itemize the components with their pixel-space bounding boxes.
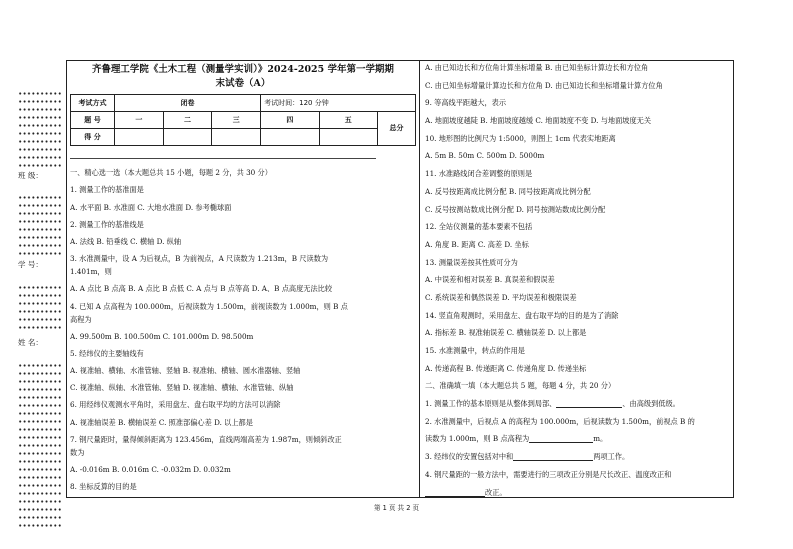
question-8: 8. 坐标反算的目的是 bbox=[70, 482, 137, 492]
question-15-options: A. 传递高程 B. 传递距离 C. 传递角度 D. 传递坐标 bbox=[425, 363, 587, 373]
question-9-options: A. 地面坡度越陡 B. 地面坡度越缓 C. 地面坡度不变 D. 与地面坡度无关 bbox=[425, 116, 652, 126]
fill-1-text-a: 1. 测量工作的基本原则是从整体到局部、 bbox=[425, 399, 557, 409]
score-cell-5[interactable] bbox=[319, 129, 377, 146]
question-5-options-1: A. 视准轴、横轴、水准管轴、竖轴 B. 视准轴、横轴、圆水准器轴、竖轴 bbox=[70, 366, 301, 376]
question-10-options: A. 5m B. 50m C. 500m D. 5000m bbox=[425, 151, 545, 161]
score-label: 得 分 bbox=[71, 129, 115, 146]
column-3: 三 bbox=[212, 112, 261, 129]
fill-4-blank[interactable] bbox=[425, 488, 485, 497]
question-13-options-1: A. 中误差和相对误差 B. 真误差和假误差 bbox=[425, 275, 555, 285]
fill-4-line-1: 4. 钢尺量距的一般方法中，需要进行的三项改正分别是尺长改正、温度改正和 bbox=[425, 469, 672, 479]
fill-2-line-2 bbox=[425, 434, 730, 443]
question-12-options: A. 角度 B. 距离 C. 高差 D. 坐标 bbox=[425, 239, 529, 249]
title-line-2: 末试卷（A） bbox=[215, 78, 271, 90]
question-13-options-2: C. 系统误差和偶然误差 D. 平均误差和极限误差 bbox=[425, 292, 577, 302]
question-3-options: A. A 点比 B 点高 B. A 点比 B 点低 C. A 点与 B 点等高 D. A、B 点高度无法比较 bbox=[70, 284, 333, 294]
score-table bbox=[70, 94, 416, 146]
class-label: 班 级： bbox=[18, 171, 43, 180]
question-15: 15. 水准测量中，转点的作用是 bbox=[425, 346, 525, 355]
question-4-line-2: 高程为 bbox=[70, 314, 92, 324]
question-6: 6. 用经纬仪观测水平角时，采用盘左、盘右取平均的方法可以消除 bbox=[70, 400, 281, 410]
fill-1-blank[interactable] bbox=[556, 399, 622, 408]
score-cell-2[interactable] bbox=[163, 129, 212, 146]
question-1-options: A. 水平面 B. 水准面 C. 大地水准面 D. 参考椭球面 bbox=[70, 202, 232, 212]
question-1: 1. 测量工作的基准面是 bbox=[70, 185, 144, 195]
question-14-options: A. 指标差 B. 视准轴误差 C. 横轴误差 D. 以上都是 bbox=[425, 328, 587, 338]
exam-mode-label: 考试方式 bbox=[71, 95, 115, 112]
score-cell-4[interactable] bbox=[261, 129, 319, 146]
fill-3-blank[interactable] bbox=[513, 452, 593, 461]
score-cell-1[interactable] bbox=[115, 129, 164, 146]
left-column bbox=[70, 63, 416, 491]
question-8-options-1: A. 由已知边长和方位角计算坐标增量 B. 由已知坐标计算边长和方位角 bbox=[425, 63, 649, 72]
fill-4-text-b: 改正。 bbox=[485, 487, 507, 497]
question-12: 12. 全站仪测量的基本要素不包括 bbox=[425, 222, 533, 232]
question-9: 9. 等高线平距越大，表示 bbox=[425, 98, 507, 108]
question-3-line-2: 1.401m，则 bbox=[70, 267, 112, 277]
column-1: 一 bbox=[115, 112, 164, 129]
fill-3 bbox=[425, 452, 730, 461]
section-1-title: 一、精心选一选（本大题总共 15 小题，每题 2 分，共 30 分） bbox=[70, 168, 272, 178]
score-cell-3[interactable] bbox=[212, 129, 261, 146]
fill-1-text-b: 、由高级到低级。 bbox=[622, 399, 680, 409]
fill-1 bbox=[425, 399, 730, 408]
fill-2-text-b: 读数为 1.000m，则 B 点高程为 bbox=[425, 434, 530, 444]
column-divider bbox=[419, 60, 420, 498]
question-5-options-2: C. 视准轴、纵轴、水准管轴、竖轴 D. 视准轴、横轴、水准管轴、纵轴 bbox=[70, 383, 294, 393]
question-6-options: A. 视准轴误差 B. 横轴误差 C. 照准部偏心差 D. 以上都是 bbox=[70, 417, 253, 427]
exam-mode-value: 闭卷 bbox=[115, 95, 261, 112]
question-number-label: 题 号 bbox=[71, 112, 115, 129]
question-5: 5. 经纬仪的主要轴线有 bbox=[70, 348, 144, 358]
question-4-options: A. 99.500m B. 100.500m C. 101.000m D. 98.500m bbox=[70, 331, 254, 341]
question-13: 13. 测量误差按其性质可分为 bbox=[425, 257, 518, 267]
page-number: 第 1 页 共 2 页 bbox=[373, 504, 420, 512]
question-2: 2. 测量工作的基准线是 bbox=[70, 219, 144, 229]
total-label: 总分 bbox=[378, 112, 416, 146]
column-2: 二 bbox=[163, 112, 212, 129]
question-7-line-1: 7. 钢尺量距时，量得倾斜距离为 123.456m，直线两端高差为 1.987m，则倾斜改正 bbox=[70, 434, 342, 444]
question-8-options-2: C. 由已知坐标增量计算边长和方位角 D. 由已知边长和坐标增量计算方位角 bbox=[425, 80, 663, 90]
question-14: 14. 竖直角观测时，采用盘左、盘右取平均的目的是为了消除 bbox=[425, 310, 619, 320]
fill-2-blank[interactable] bbox=[529, 434, 593, 443]
column-5: 五 bbox=[319, 112, 377, 129]
fill-4-line-2 bbox=[425, 488, 730, 497]
fill-3-text-a: 3. 经纬仪的安置包括对中和 bbox=[425, 452, 514, 462]
right-column bbox=[425, 63, 730, 497]
question-11: 11. 水准路线闭合差调整的原则是 bbox=[425, 169, 533, 179]
question-11-options-2: C. 反号按测站数成比例分配 D. 同号按测站数成比例分配 bbox=[425, 204, 606, 214]
question-2-options: A. 法线 B. 铅垂线 C. 横轴 D. 纵轴 bbox=[70, 236, 182, 246]
fill-3-text-b: 两项工作。 bbox=[593, 452, 630, 462]
question-4-line-1: 4. 已知 A 点高程为 100.000m，后视读数为 1.500m，前视读数为 1.000m，则 B 点 bbox=[70, 301, 348, 311]
name-label: 姓 名： bbox=[18, 338, 43, 347]
student-id-label: 学 号： bbox=[18, 260, 43, 269]
section-2-title: 二、准确填一填（本大题总共 5 题，每题 4 分，共 20 分） bbox=[425, 381, 616, 391]
question-11-options-1: A. 反号按距离成比例分配 B. 同号按距离成比例分配 bbox=[425, 186, 591, 196]
title-line-1: 齐鲁理工学院《土木工程（测量学实训）》2024-2025 学年第一学期期 bbox=[92, 64, 394, 75]
question-3-line-1: 3. 水准测量中，设 A 为后视点，B 为前视点，A 尺读数为 1.213m，B 尺读数为 bbox=[70, 254, 329, 264]
fill-2-text-c: m。 bbox=[593, 434, 608, 444]
question-7-options: A. -0.016m B. 0.016m C. -0.032m D. 0.032m bbox=[70, 465, 231, 475]
fill-2-line-1: 2. 水准测量中，后视点 A 的高程为 100.000m，后视读数为 1.500m，前视点 B 的 bbox=[425, 416, 695, 426]
column-4: 四 bbox=[261, 112, 319, 129]
exam-title bbox=[70, 63, 416, 91]
section-rule bbox=[70, 158, 376, 159]
exam-time: 考试时间：120 分钟 bbox=[261, 95, 416, 112]
question-10: 10. 地形图的比例尺为 1:5000，则图上 1cm 代表实地距离 bbox=[425, 133, 616, 143]
question-7-line-2: 数为 bbox=[70, 447, 85, 457]
